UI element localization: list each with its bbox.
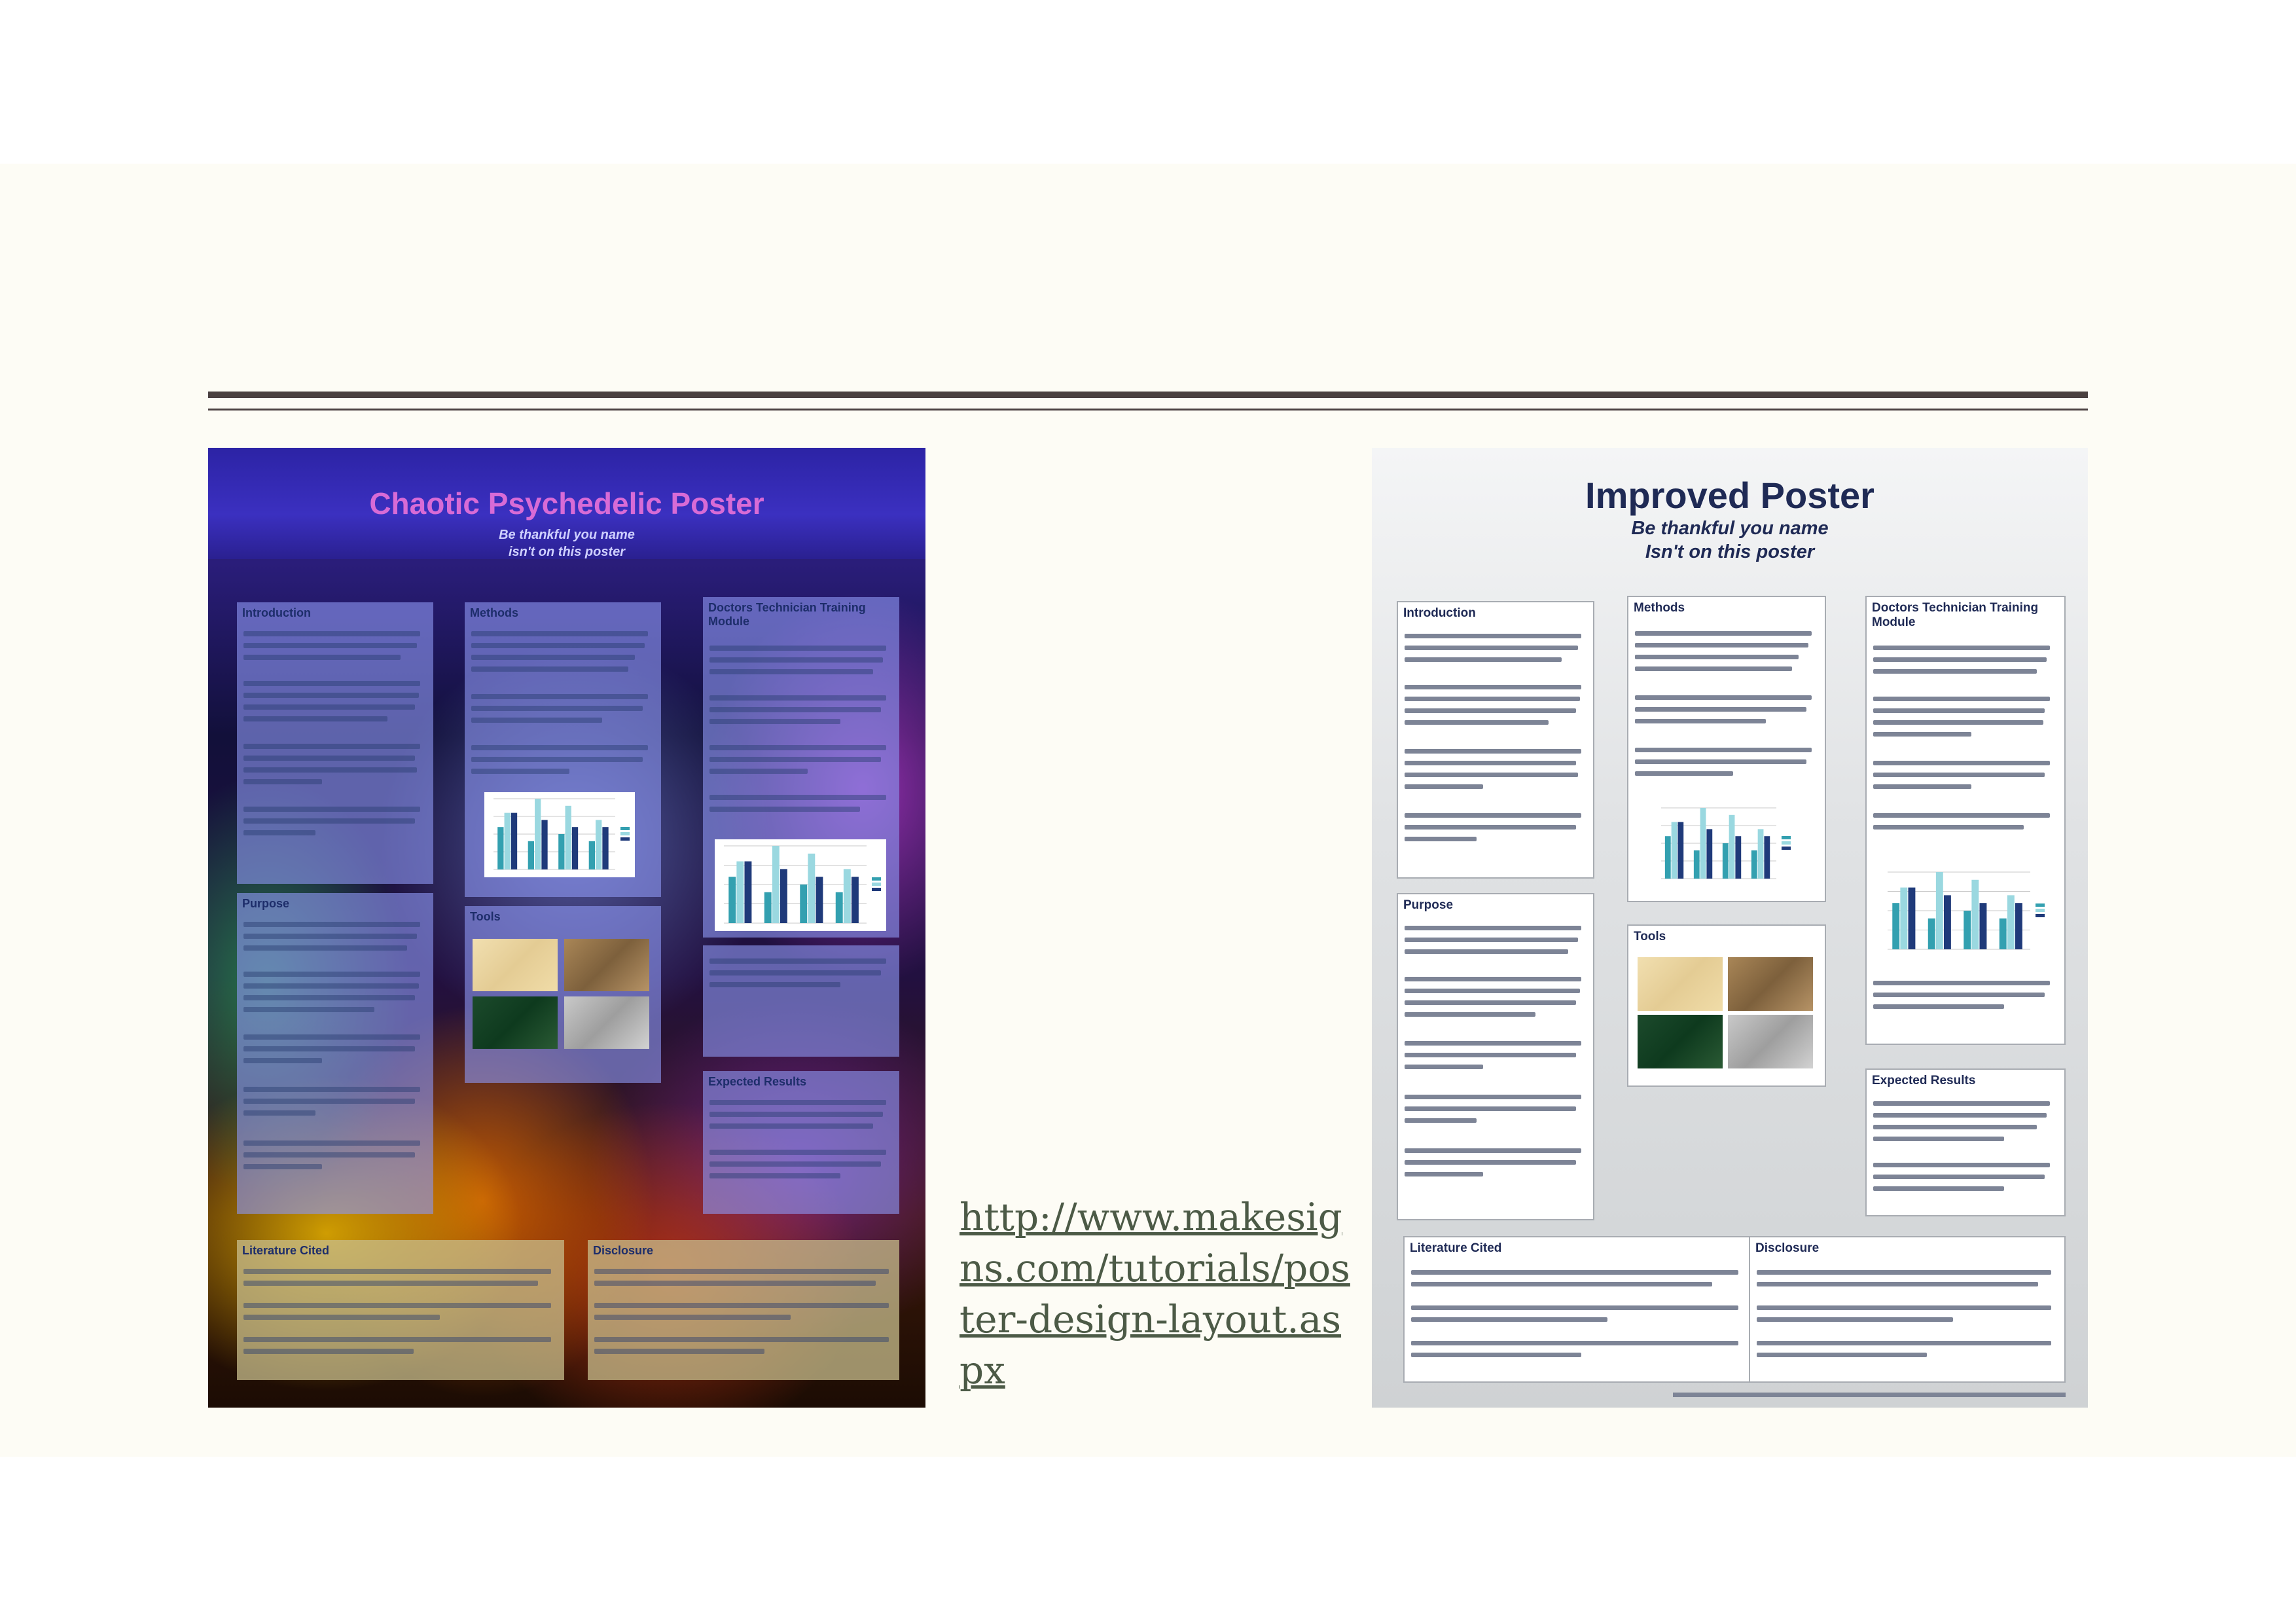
- section-literature: [237, 1240, 564, 1380]
- chart-bar: [2000, 919, 2007, 949]
- section-disclosure: [588, 1240, 899, 1380]
- chart-bar: [808, 854, 815, 923]
- chart-bar: [589, 841, 595, 869]
- texture-image: [473, 939, 558, 991]
- poster-subtitle: [208, 526, 925, 560]
- poster-title: Chaotic Psychedelic Poster: [369, 486, 764, 520]
- poster-subtitle-line2: Isn't on this poster: [1645, 541, 1815, 562]
- chart-bar: [1964, 911, 1971, 949]
- section-tools: [465, 906, 661, 1083]
- chart-bar: [1735, 836, 1741, 879]
- section-disclosure: [1749, 1236, 2066, 1383]
- poster-chart: [484, 792, 635, 877]
- chart-legend-swatch: [872, 888, 881, 891]
- section-doctors-cont: [703, 945, 899, 1057]
- chart-bar: [1677, 822, 1683, 879]
- chart-bar: [596, 820, 601, 869]
- poster-header: [208, 448, 925, 559]
- chaotic-poster-image: [208, 448, 925, 1408]
- poster-title: Improved Poster: [1585, 475, 1874, 516]
- poster-subtitle-line1: Be thankful you name: [499, 528, 635, 542]
- chart-legend-swatch: [2036, 909, 2045, 912]
- chart-bar: [764, 892, 772, 923]
- chart-bar: [772, 846, 780, 923]
- chart-bar: [1706, 829, 1712, 879]
- section-heading: Tools: [1634, 930, 1666, 943]
- texture-image: [564, 996, 649, 1049]
- section-doctors: [703, 597, 899, 938]
- chart-bar: [800, 884, 807, 923]
- chart-bar: [1971, 880, 1979, 949]
- section-heading: Methods: [1634, 601, 1685, 615]
- chart-bar: [1892, 903, 1899, 949]
- section-heading: Methods: [470, 606, 518, 619]
- texture-image: [1728, 1015, 1813, 1068]
- chart-bar: [1700, 808, 1706, 879]
- chart-bar: [565, 806, 571, 869]
- chart-bar: [572, 827, 578, 869]
- chart-bar: [852, 877, 859, 923]
- poster-chart: [1652, 801, 1796, 886]
- poster-subtitle-line1: Be thankful you name: [1631, 518, 1829, 539]
- chart-bar: [844, 869, 851, 923]
- section-purpose: [1397, 893, 1594, 1220]
- chart-bar: [744, 862, 751, 923]
- chart-bar: [602, 827, 608, 869]
- title-rule-thick: [208, 392, 2088, 398]
- chart-bar: [541, 820, 547, 869]
- chart-bar: [1944, 895, 1951, 949]
- section-heading: Tools: [470, 910, 501, 923]
- chart-bar: [780, 869, 787, 923]
- chart-legend-swatch: [1782, 847, 1791, 850]
- chart-bar: [1928, 919, 1935, 949]
- chart-bar: [1764, 836, 1770, 879]
- section-heading: Introduction: [242, 606, 311, 619]
- chart-bar: [535, 799, 541, 869]
- chart-bar: [728, 877, 736, 923]
- section-methods: [1627, 596, 1826, 902]
- chart-bar: [1936, 872, 1943, 949]
- texture-image: [564, 939, 649, 991]
- section-tools: [1627, 924, 1826, 1087]
- chart-bar: [511, 813, 517, 869]
- chart-bar: [1900, 888, 1907, 949]
- chart-bar: [816, 877, 823, 923]
- poster-subtitle-line2: isn't on this poster: [508, 545, 626, 559]
- chart-bar: [2007, 895, 2015, 949]
- section-heading: Disclosure: [593, 1244, 654, 1257]
- chart-bar: [1751, 850, 1757, 879]
- chart-legend-swatch: [2036, 914, 2045, 917]
- chart-bar: [1672, 822, 1677, 879]
- chart-bar: [558, 834, 564, 869]
- poster-chart: [715, 839, 886, 931]
- poster-subtitle: [1372, 517, 2088, 564]
- chart-legend-swatch: [872, 877, 881, 881]
- section-expected: [703, 1071, 899, 1214]
- chart-bar: [736, 862, 744, 923]
- chart-bar: [2015, 903, 2022, 949]
- poster-chart: [1878, 866, 2050, 957]
- chart-bar: [1758, 829, 1764, 879]
- section-literature: [1403, 1236, 1754, 1383]
- chart-bar: [1729, 815, 1735, 879]
- section-methods: [465, 602, 661, 897]
- chart-legend-swatch: [620, 832, 630, 835]
- chart-bar: [1723, 843, 1729, 879]
- section-heading: Purpose: [242, 897, 290, 910]
- chart-bar: [505, 813, 511, 869]
- chart-bar: [1665, 836, 1671, 879]
- chart-bar: [1694, 850, 1700, 879]
- section-introduction: [237, 602, 433, 884]
- title-rule-thin: [208, 409, 2088, 410]
- source-link[interactable]: http://www.makesigns.com/tutorials/poster-design-layout.aspx: [960, 1195, 1350, 1393]
- chart-legend-swatch: [1782, 836, 1791, 839]
- section-heading: Literature Cited: [1410, 1241, 1502, 1255]
- chart-bar: [836, 892, 843, 923]
- texture-image: [473, 996, 558, 1049]
- texture-image: [1728, 957, 1813, 1011]
- section-purpose: [237, 893, 433, 1214]
- chart-legend-swatch: [620, 827, 630, 830]
- chart-bar: [1979, 903, 1986, 949]
- section-introduction: [1397, 601, 1594, 879]
- chart-legend-swatch: [2036, 903, 2045, 907]
- section-heading: Doctors Technician Training Module: [708, 601, 866, 628]
- chart-legend-swatch: [620, 837, 630, 841]
- improved-poster-image: [1372, 448, 2088, 1408]
- section-heading: Disclosure: [1755, 1241, 1820, 1255]
- section-heading: Literature Cited: [242, 1244, 330, 1257]
- texture-image: [1638, 957, 1723, 1011]
- section-heading: Expected Results: [708, 1075, 807, 1088]
- chart-bar: [528, 841, 534, 869]
- chart-legend-swatch: [872, 883, 881, 886]
- texture-image: [1638, 1015, 1723, 1068]
- poster-footnote-line: [1673, 1393, 2066, 1397]
- chart-bar: [1908, 888, 1915, 949]
- section-heading: Introduction: [1403, 606, 1476, 620]
- chart-legend-swatch: [1782, 841, 1791, 845]
- chart-bar: [497, 827, 503, 869]
- section-heading: Purpose: [1403, 898, 1454, 912]
- section-doctors: [1865, 596, 2066, 1045]
- section-heading: Doctors Technician Training Module: [1872, 601, 2039, 629]
- section-heading: Expected Results: [1872, 1074, 1976, 1087]
- section-expected: [1865, 1068, 2066, 1216]
